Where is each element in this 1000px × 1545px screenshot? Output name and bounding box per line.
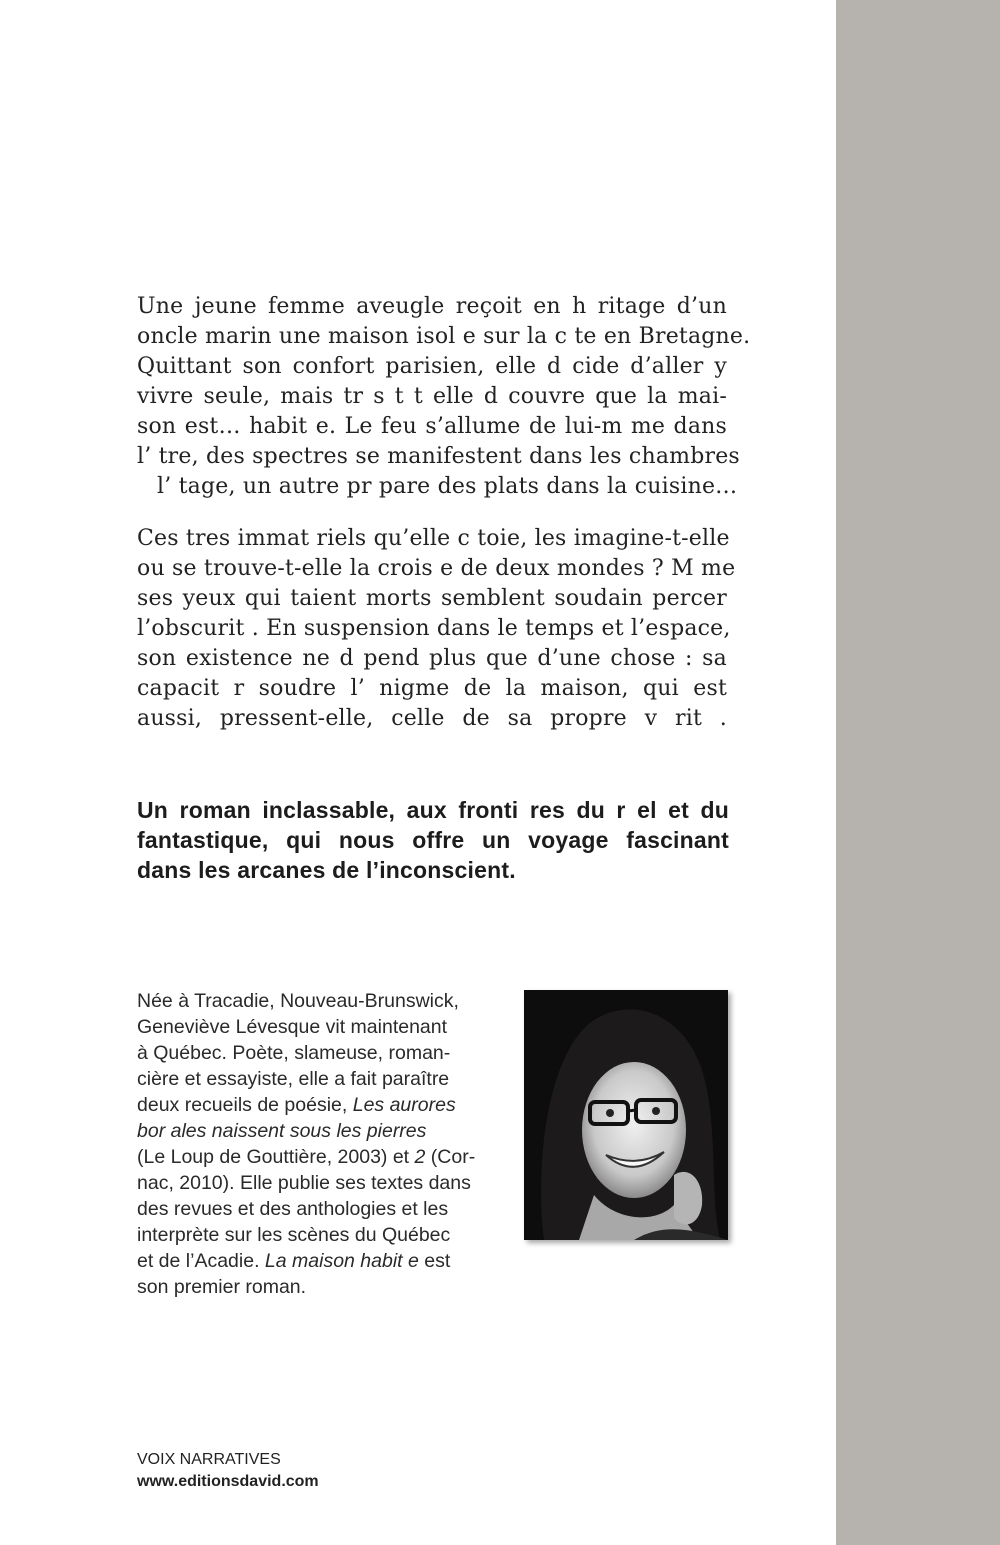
bio-line: des revues et des anthologies et les <box>137 1198 449 1220</box>
synopsis-line: aussi, pressent-elle, celle de sa propre v rit . <box>137 706 727 731</box>
bio-line: son premier roman. <box>137 1276 307 1298</box>
synopsis-line: l’ tage, un autre pr pare des plats dans la cuisine… <box>157 474 738 499</box>
footer <box>137 1449 319 1493</box>
author-bio <box>137 988 517 1300</box>
bio-line: à Québec. Poète, slameuse, roman- <box>137 1042 451 1064</box>
synopsis-line: capacit r soudre l’ nigme de la maison, qui est <box>137 676 727 701</box>
author-portrait-illustration <box>524 990 728 1240</box>
bio-text: (Le Loup de Gouttière, 2003) et <box>137 1146 415 1168</box>
bio-line: interprète sur les scènes du Québec <box>137 1224 451 1246</box>
collection-name: VOIX NARRATIVES <box>137 1451 281 1468</box>
synopsis-line: son est… habit e. Le feu s’allume de lui-m me dans <box>137 414 727 439</box>
synopsis-line: vivre seule, mais tr s t t elle d couvre que la mai- <box>137 384 727 409</box>
synopsis-line: oncle marin une maison isol e sur la c te en Bretagne. <box>137 324 751 349</box>
bio-line: Née à Tracadie, Nouveau-Brunswick, <box>137 990 459 1012</box>
bio-text: est <box>418 1250 451 1272</box>
bio-line <box>137 1248 517 1274</box>
synopsis-line: ou se trouve-t-elle la crois e de deux mondes ? M me <box>137 556 736 581</box>
book-spine-band <box>836 0 1000 1545</box>
synopsis-line: Une jeune femme aveugle reçoit en h ritage d’un <box>137 294 727 319</box>
book-title: La maison habit e <box>264 1250 419 1272</box>
synopsis-line: son existence ne d pend plus que d’une chose : sa <box>137 646 727 671</box>
bio-text: (Cor- <box>425 1146 476 1168</box>
bio-text: deux recueils de poésie, <box>137 1094 353 1116</box>
synopsis-line: l’obscurit . En suspension dans le temps et l’espace, <box>137 616 731 641</box>
synopsis-line: l’ tre, des spectres se manifestent dans les chambres <box>137 444 740 469</box>
bio-line <box>137 1144 517 1170</box>
tagline-line: Un roman inclassable, aux fronti res du r el et du <box>137 797 729 823</box>
bio-text: et de l’Acadie. <box>137 1250 265 1272</box>
tagline-line: fantastique, qui nous offre un voyage fascinant <box>137 827 729 853</box>
bio-line <box>137 1092 517 1118</box>
book-title: Les aurores <box>352 1094 456 1116</box>
bio-line: cière et essayiste, elle a fait paraître <box>137 1068 450 1090</box>
bio-line: Geneviève Lévesque vit maintenant <box>137 1016 448 1038</box>
synopsis-line: Ces tres immat riels qu’elle c toie, les imagine-t-elle <box>137 526 730 551</box>
bio-line: nac, 2010). Elle publie ses textes dans <box>137 1172 471 1194</box>
synopsis-line: ses yeux qui taient morts semblent soudain percer <box>137 586 727 611</box>
tagline <box>137 795 737 885</box>
synopsis-line: Quittant son confort parisien, elle d cide d’aller y <box>137 354 727 379</box>
book-title: bor ales naissent sous les pierres <box>137 1120 427 1142</box>
bio-line <box>137 1118 517 1144</box>
tagline-line: dans les arcanes de l’inconscient. <box>137 857 516 883</box>
author-photo <box>524 990 728 1240</box>
book-title: 2 <box>414 1146 426 1168</box>
publisher-url[interactable]: www.editionsdavid.com <box>137 1473 319 1490</box>
